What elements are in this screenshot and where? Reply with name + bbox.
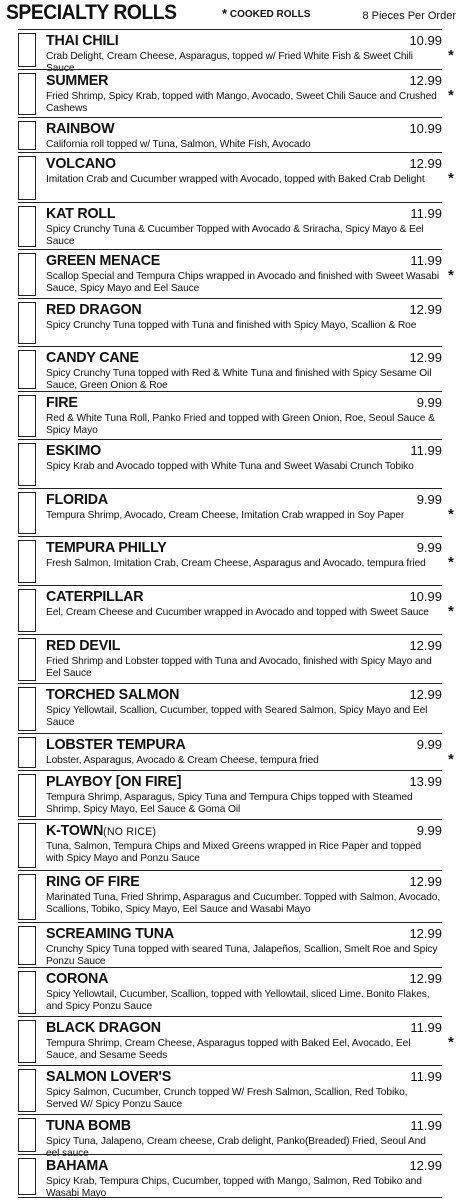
item-description: Fried Shrimp, Spicy Krab, topped with Mango, Avocado, Sweet Chili Sauce and Crushed Cashews bbox=[46, 91, 437, 114]
item-name bbox=[46, 120, 114, 137]
item-name bbox=[46, 873, 140, 890]
item-price: 12.99 bbox=[409, 156, 442, 171]
menu-item bbox=[18, 202, 442, 250]
order-checkbox[interactable] bbox=[18, 1158, 36, 1195]
item-name-text: VOLCANO bbox=[46, 155, 116, 172]
item-name-text: RED DEVIL bbox=[46, 637, 121, 654]
item-name-text: THAI CHILI bbox=[46, 32, 119, 49]
order-checkbox[interactable] bbox=[18, 926, 36, 965]
item-name bbox=[46, 442, 101, 459]
cooked-asterisk-icon: * bbox=[448, 603, 454, 620]
item-note: (NO RICE) bbox=[103, 826, 157, 838]
item-name bbox=[46, 1068, 171, 1085]
item-name-text: BAHAMA bbox=[46, 1157, 109, 1174]
item-price: 11.99 bbox=[410, 253, 442, 268]
item-price: 9.99 bbox=[416, 492, 442, 507]
order-checkbox[interactable] bbox=[18, 540, 36, 583]
item-name bbox=[46, 491, 108, 508]
menu-item bbox=[18, 391, 442, 440]
item-name bbox=[46, 970, 108, 987]
item-name-text: TEMPURA PHILLY bbox=[46, 539, 167, 556]
item-price: 11.99 bbox=[410, 1118, 442, 1133]
item-description: Spicy Krab and Avocado topped with White Tuna and Sweet Wasabi Crunch Tobiko bbox=[46, 461, 414, 472]
menu-item bbox=[18, 298, 442, 347]
cooked-asterisk-icon: * bbox=[448, 87, 454, 104]
order-checkbox[interactable] bbox=[18, 823, 36, 868]
order-checkbox[interactable] bbox=[18, 121, 36, 150]
item-name bbox=[46, 539, 167, 556]
item-description: Red & White Tuna Roll, Panko Fried and topped with Green Onion, Roe, Seoul Sauce & Spicy Mayo bbox=[46, 413, 435, 436]
cooked-asterisk-icon: * bbox=[448, 267, 454, 284]
item-price: 10.99 bbox=[409, 589, 442, 604]
item-description: Lobster, Asparagus, Avocado & Cream Cheese, tempura fried bbox=[46, 755, 319, 766]
order-checkbox[interactable] bbox=[18, 302, 36, 344]
item-name-text: LOBSTER TEMPURA bbox=[46, 736, 186, 753]
item-name-text: ESKIMO bbox=[46, 442, 102, 459]
menu-item bbox=[18, 152, 442, 203]
item-price: 10.99 bbox=[409, 33, 442, 48]
menu-item bbox=[18, 870, 442, 923]
item-name-text: CORONA bbox=[46, 970, 109, 987]
item-price: 12.99 bbox=[409, 73, 442, 88]
order-checkbox[interactable] bbox=[18, 156, 36, 200]
order-checkbox[interactable] bbox=[18, 589, 36, 632]
menu-item bbox=[18, 733, 442, 771]
item-name-text: PLAYBOY [ON FIRE] bbox=[46, 773, 182, 790]
menu-item bbox=[18, 634, 442, 684]
order-checkbox[interactable] bbox=[18, 1118, 36, 1152]
cooked-asterisk-icon: * bbox=[448, 506, 454, 523]
cooked-asterisk-icon: * bbox=[448, 554, 454, 571]
order-checkbox[interactable] bbox=[18, 774, 36, 817]
item-price: 11.99 bbox=[410, 443, 442, 458]
item-description: Eel, Cream Cheese and Cucumber wrapped in Avocado and topped with Sweet Sauce bbox=[46, 607, 429, 618]
item-description: Marinated Tuna, Fried Shrimp, Asparagus and Cucumber. Topped with Salmon, Avocado, Scallions, Tobiko, Spicy Mayo, Eel Sauce and Wasabi Mayo bbox=[46, 892, 441, 915]
item-name-text: TUNA BOMB bbox=[46, 1117, 131, 1134]
item-name bbox=[46, 155, 116, 172]
menu-item bbox=[18, 249, 442, 299]
item-name bbox=[46, 1157, 108, 1174]
item-price: 12.99 bbox=[409, 971, 442, 986]
item-price: 12.99 bbox=[409, 638, 442, 653]
item-name-text: CANDY CANE bbox=[46, 349, 139, 366]
item-price: 12.99 bbox=[409, 350, 442, 365]
order-checkbox[interactable] bbox=[18, 971, 36, 1014]
item-description: Tempura Shrimp, Asparagus, Spicy Tuna and Tempura Chips topped with Steamed Shrimp, Spicy Mayo, Eel Sauce & Goma Oil bbox=[46, 792, 413, 815]
item-description: Spicy Salmon, Cucumber, Crunch topped W/ Fresh Salmon, Scallion, Red Tobiko, Served W/ Spicy Ponzu Sauce bbox=[46, 1087, 408, 1110]
menu-item bbox=[18, 1114, 442, 1159]
item-name bbox=[46, 822, 156, 839]
item-name bbox=[46, 1117, 131, 1134]
cooked-asterisk-icon: * bbox=[448, 751, 454, 768]
item-name-text: RED DRAGON bbox=[46, 301, 142, 318]
item-name-text: KAT ROLL bbox=[46, 205, 116, 222]
item-name bbox=[46, 1019, 161, 1036]
item-name-text: FIRE bbox=[46, 394, 78, 411]
order-checkbox[interactable] bbox=[18, 443, 36, 486]
item-name bbox=[46, 394, 78, 411]
order-checkbox[interactable] bbox=[18, 492, 36, 534]
menu-item bbox=[18, 683, 442, 734]
order-checkbox[interactable] bbox=[18, 638, 36, 681]
menu-item bbox=[18, 439, 442, 489]
menu-item bbox=[18, 1016, 442, 1066]
menu-header bbox=[0, 0, 466, 30]
order-checkbox[interactable] bbox=[18, 874, 36, 920]
item-name-text: TORCHED SALMON bbox=[46, 686, 180, 703]
order-checkbox[interactable] bbox=[18, 1020, 36, 1063]
item-description: California roll topped w/ Tuna, Salmon, White Fish, Avocado bbox=[46, 139, 311, 150]
divider bbox=[18, 1197, 442, 1198]
cooked-asterisk-icon: * bbox=[448, 170, 454, 187]
menu-item bbox=[18, 585, 442, 635]
item-description: Crab Delight, Cream Cheese, Asparagus, topped w/ Fried White Fish & Sweet Chili Sauce bbox=[46, 51, 413, 74]
menu-item bbox=[18, 967, 442, 1017]
item-description: Spicy Crunchy Tuna & Cucumber Topped with Avocado & Sriracha, Spicy Mayo & Eel Sauce bbox=[46, 224, 424, 247]
item-description: Tempura Shrimp, Cream Cheese, Asparagus topped with Baked Eel, Avocado, Eel Sauce, and Sesame Seeds bbox=[46, 1038, 411, 1061]
item-price: 9.99 bbox=[416, 395, 442, 410]
item-name-text: K-TOWN bbox=[46, 822, 104, 839]
item-description: Spicy Crunchy Tuna topped with Red & White Tuna and finished with Spicy Sesame Oil Sauce, Green Onion & Roe bbox=[46, 368, 432, 391]
item-name bbox=[46, 637, 120, 654]
order-checkbox[interactable] bbox=[18, 73, 36, 115]
menu-item bbox=[18, 117, 442, 153]
order-checkbox[interactable] bbox=[18, 737, 36, 768]
menu-item bbox=[18, 29, 442, 74]
menu-item bbox=[18, 1154, 442, 1198]
item-description: Spicy Yellowtail, Scallion, Cucumber, topped with Seared Salmon, Spicy Mayo and Eel Sauce bbox=[46, 705, 428, 728]
item-description: Spicy Tuna, Jalapeno, Cream cheese, Crab delight, Panko(Breaded) Fried, Seoul And eel sauce bbox=[46, 1136, 426, 1159]
item-description: Imitation Crab and Cucumber wrapped with Avocado, topped with Baked Crab Delight bbox=[46, 174, 425, 185]
item-price: 12.99 bbox=[409, 1158, 442, 1173]
item-price: 12.99 bbox=[409, 926, 442, 941]
menu-item bbox=[18, 922, 442, 968]
item-price: 10.99 bbox=[409, 121, 442, 136]
asterisk-icon: * bbox=[222, 6, 228, 21]
item-description: Fried Shrimp and Lobster topped with Tuna and Avocado, finished with Spicy Mayo and Eel Sauce bbox=[46, 656, 432, 679]
item-price: 12.99 bbox=[409, 874, 442, 889]
item-description: Fresh Salmon, Imitation Crab, Cream Cheese, Asparagus and Avocado, tempura fried bbox=[46, 558, 426, 569]
menu-item bbox=[18, 488, 442, 537]
item-name bbox=[46, 686, 179, 703]
cooked-asterisk-icon: * bbox=[448, 47, 454, 64]
item-name bbox=[46, 252, 160, 269]
item-name bbox=[46, 72, 108, 89]
menu-item bbox=[18, 1065, 442, 1115]
item-name bbox=[46, 205, 115, 222]
order-checkbox[interactable] bbox=[18, 33, 36, 67]
item-name-text: BLACK DRAGON bbox=[46, 1019, 161, 1036]
item-description: Scallop Special and Tempura Chips wrapped in Avocado and finished with Sweet Wasabi Sauce, Spicy Mayo and Eel Sauce bbox=[46, 271, 440, 294]
item-name bbox=[46, 925, 174, 942]
order-checkbox[interactable] bbox=[18, 350, 36, 389]
item-name-text: GREEN MENACE bbox=[46, 252, 161, 269]
order-checkbox[interactable] bbox=[18, 687, 36, 731]
section-title: SPECIALTY ROLLS bbox=[6, 1, 177, 24]
menu-item bbox=[18, 819, 442, 871]
item-name-text: SCREAMING TUNA bbox=[46, 925, 174, 942]
item-name-text: RING OF FIRE bbox=[46, 873, 140, 890]
cooked-rolls-legend bbox=[222, 6, 311, 24]
item-description: Tempura Shrimp, Avocado, Cream Cheese, Imitation Crab wrapped in Soy Paper bbox=[46, 510, 405, 521]
menu-item bbox=[18, 346, 442, 392]
item-name bbox=[46, 301, 141, 318]
item-price: 9.99 bbox=[416, 737, 442, 752]
pieces-per-order: 8 Pieces Per Order bbox=[362, 10, 456, 22]
item-name bbox=[46, 349, 139, 366]
item-name-text: SUMMER bbox=[46, 72, 109, 89]
item-price: 11.99 bbox=[410, 1069, 442, 1084]
order-checkbox[interactable] bbox=[18, 395, 36, 437]
item-price: 11.99 bbox=[410, 206, 442, 221]
item-name-text: SALMON LOVER'S bbox=[46, 1068, 172, 1085]
item-description: Spicy Yellowtail, Cucumber, Scallion, topped with Yellowtail, sliced Lime. Bonito Flakes, and Spicy Ponzu Sauce bbox=[46, 989, 430, 1012]
item-description: Spicy Crunchy Tuna topped with Tuna and finished with Spicy Mayo, Scallion & Roe bbox=[46, 320, 417, 331]
item-name-text: CATERPILLAR bbox=[46, 588, 144, 605]
item-description: Spicy Krab, Tempura Chips, Cucumber, topped with Mango, Salmon, Red Tobiko and Wasabi Mayo bbox=[46, 1176, 422, 1199]
menu-item bbox=[18, 770, 442, 820]
item-name bbox=[46, 32, 119, 49]
item-name bbox=[46, 588, 143, 605]
order-checkbox[interactable] bbox=[18, 1069, 36, 1112]
cooked-asterisk-icon: * bbox=[448, 1034, 454, 1051]
item-name bbox=[46, 736, 186, 753]
item-name bbox=[46, 773, 181, 790]
item-description: Crunchy Spicy Tuna topped with seared Tuna, Jalapeños, Scallion, Smelt Roe and Spicy Ponzu Sauce bbox=[46, 944, 438, 967]
item-price: 12.99 bbox=[409, 687, 442, 702]
item-price: 12.99 bbox=[409, 302, 442, 317]
item-description: Tuna, Salmon, Tempura Chips and Mixed Greens wrapped in Rice Paper and topped with Spicy Mayo and Ponzu Sauce bbox=[46, 841, 422, 864]
item-price: 9.99 bbox=[416, 823, 442, 838]
menu-item bbox=[18, 536, 442, 586]
item-price: 9.99 bbox=[416, 540, 442, 555]
order-checkbox[interactable] bbox=[18, 253, 36, 296]
order-checkbox[interactable] bbox=[18, 206, 36, 247]
cooked-rolls-label: COOKED ROLLS bbox=[229, 9, 311, 20]
item-name-text: FLORIDA bbox=[46, 491, 109, 508]
item-price: 11.99 bbox=[410, 1020, 442, 1035]
menu-item bbox=[18, 69, 442, 118]
item-name-text: RAINBOW bbox=[46, 120, 115, 137]
item-price: 13.99 bbox=[409, 774, 442, 789]
